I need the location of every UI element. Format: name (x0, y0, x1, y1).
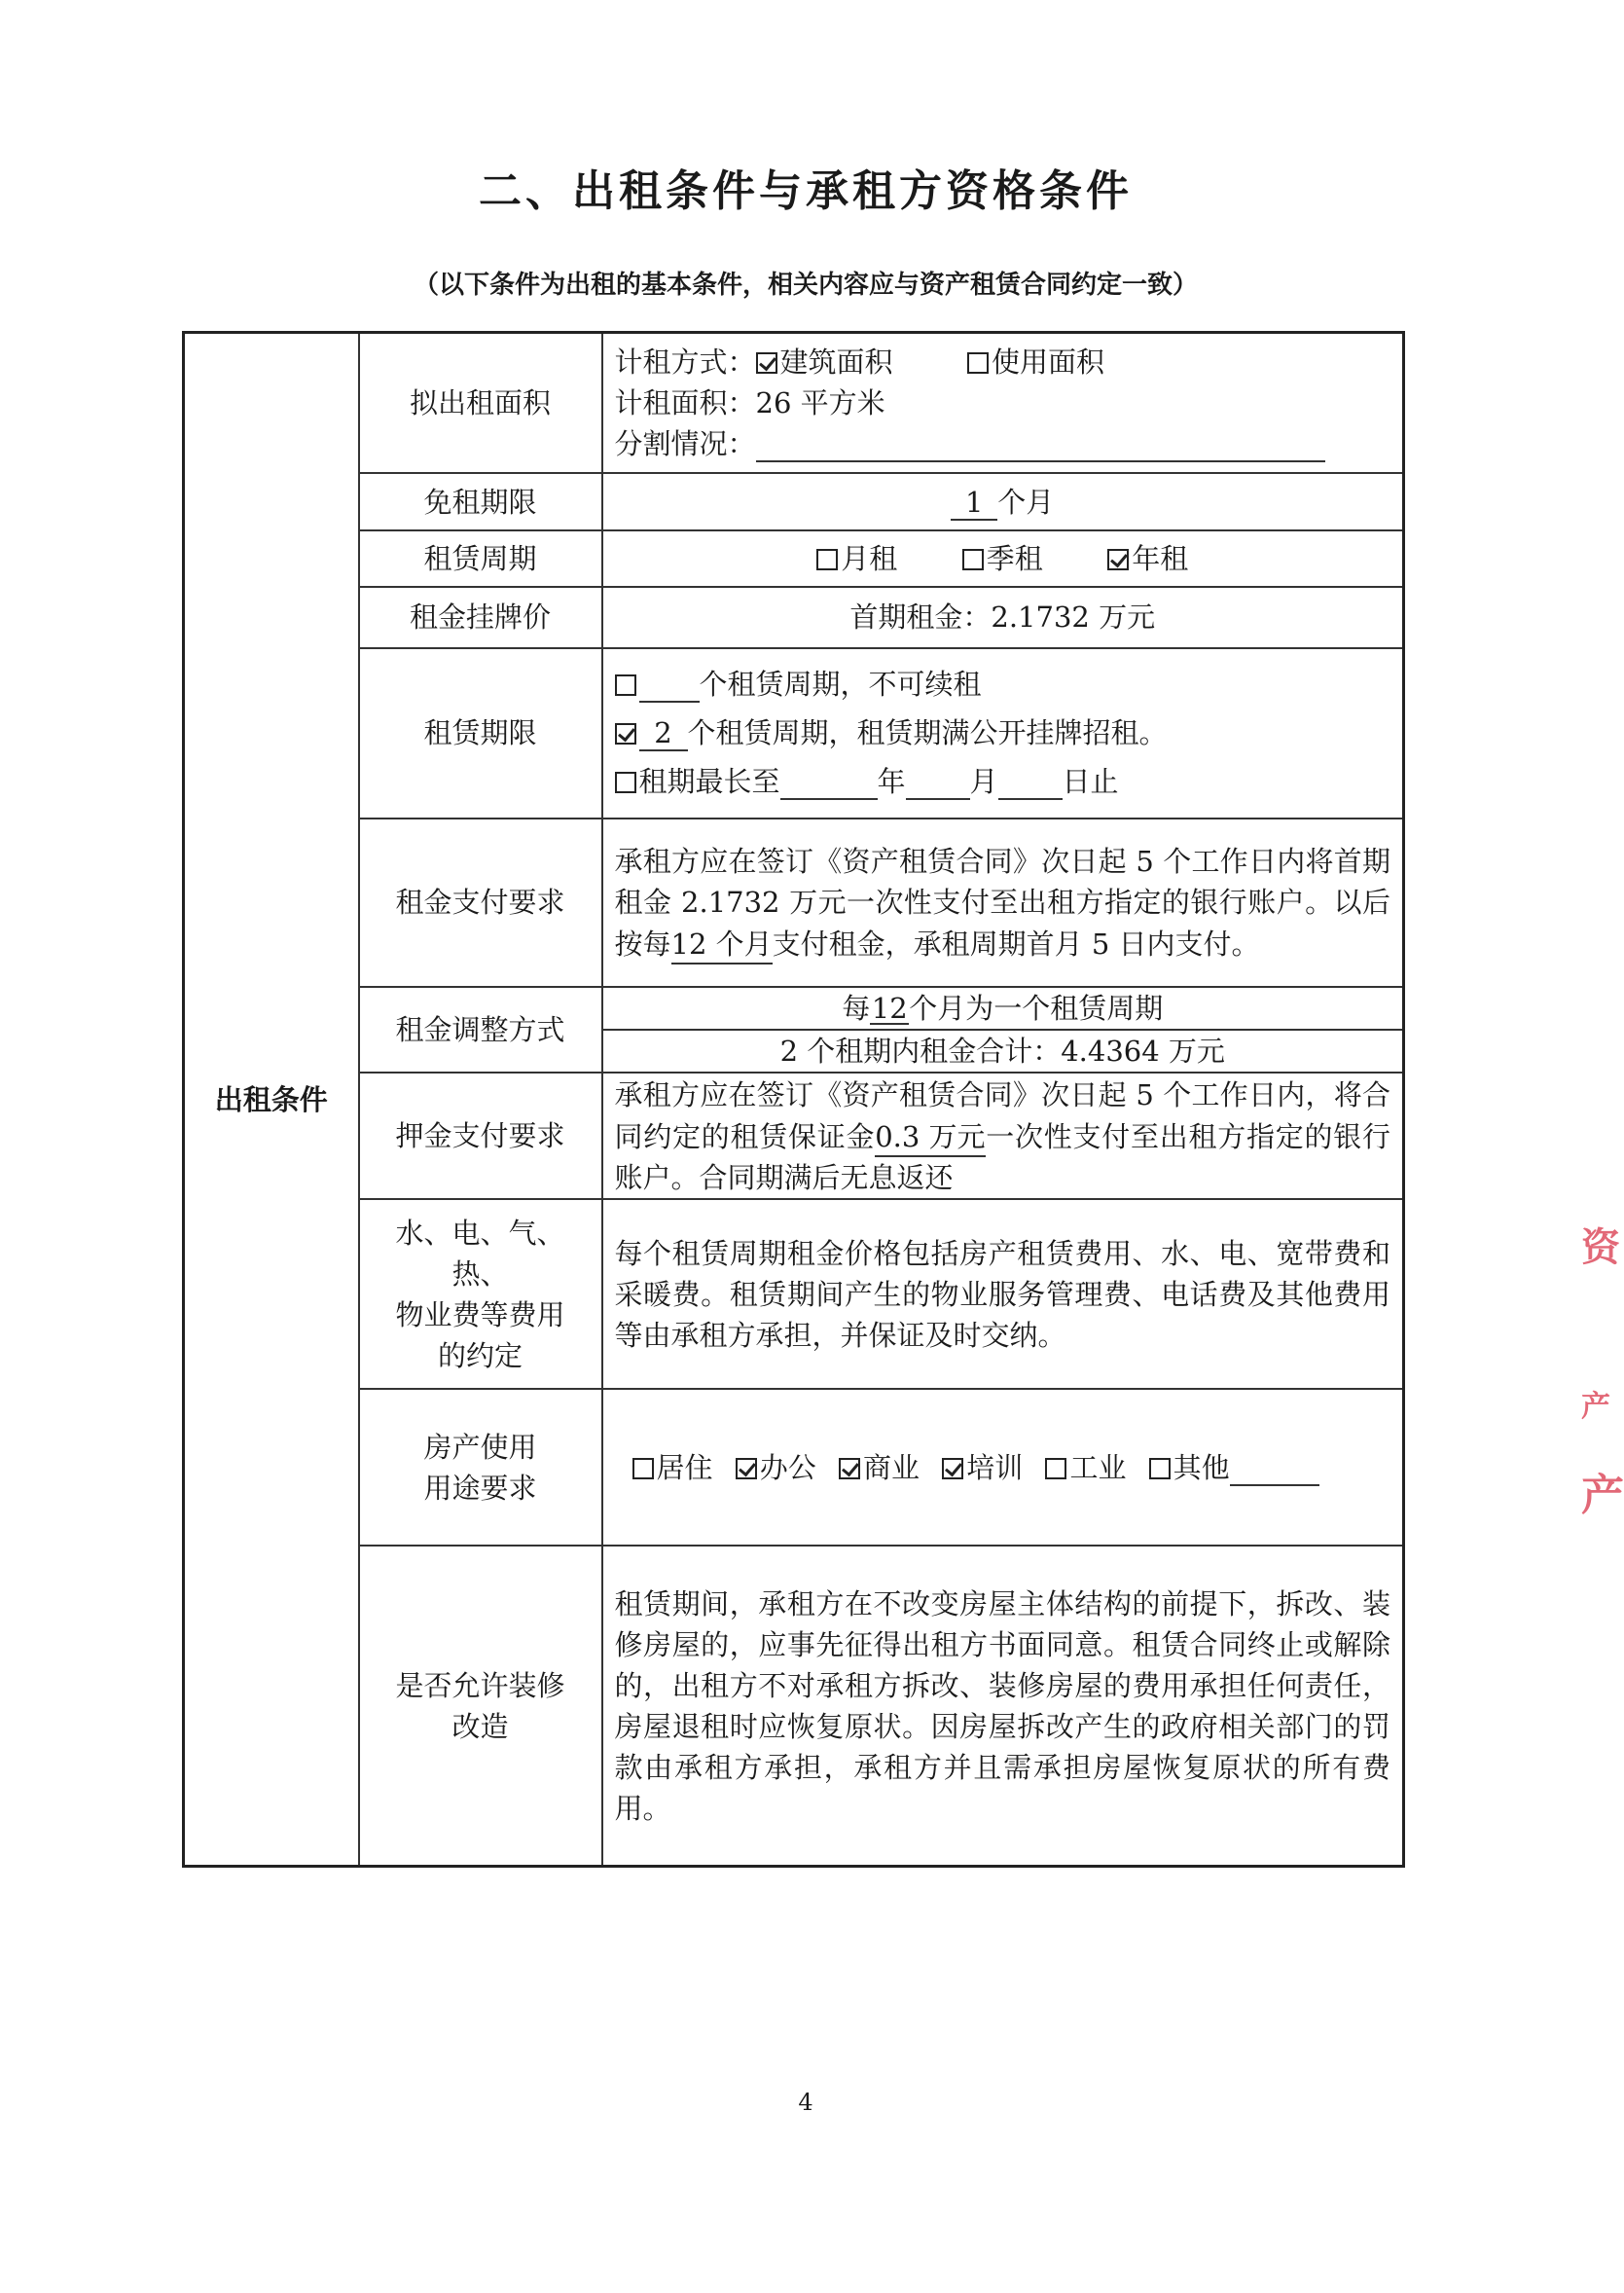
industry-text: 工业 (1069, 1450, 1127, 1484)
row-fees (184, 1199, 1404, 1389)
label-fees (359, 1199, 602, 1389)
term-year: 年 (877, 765, 906, 799)
row-renovation (184, 1546, 1404, 1866)
term-opt1-blank[interactable] (639, 668, 700, 703)
label-cycle: 租赁周期 (359, 530, 602, 587)
label-usage-l2: 用途要求 (423, 1471, 537, 1505)
label-payment: 租金支付要求 (359, 819, 602, 987)
term-month-blank[interactable] (906, 765, 970, 800)
label-renovation-l1: 是否允许装修 (395, 1668, 565, 1702)
free-unit: 个月 (997, 485, 1055, 519)
label-renovation-l2: 改造 (451, 1709, 509, 1743)
label-renovation (359, 1546, 602, 1866)
yearly-text: 年租 (1132, 541, 1189, 575)
adjust-line2: 2 个租期内租金合计：4.4364 万元 (779, 1034, 1225, 1068)
row-usage (184, 1389, 1404, 1546)
row-adjust (184, 987, 1404, 1074)
residence-text: 居住 (656, 1450, 713, 1484)
category-label: 出租条件 (184, 333, 359, 1867)
term-opt3-text: 租期最长至 (638, 765, 780, 799)
term-opt2-text: 个租赁周期，租赁期满公开挂牌招租。 (687, 716, 1168, 750)
checkbox-commercial[interactable] (839, 1458, 860, 1479)
method-label: 计租方式： (614, 346, 756, 380)
adjust-line1 (615, 988, 1391, 1029)
lease-conditions-table (182, 331, 1405, 1868)
checkbox-industry[interactable] (1045, 1458, 1066, 1479)
adjust-line1-a: 每 (842, 991, 871, 1025)
label-fees-l2: 物业费等费用 (395, 1297, 565, 1331)
row-area (184, 333, 1404, 474)
opt-building-text: 建筑面积 (779, 346, 893, 380)
office-text: 办公 (759, 1450, 816, 1484)
label-fees-l3: 的约定 (437, 1338, 523, 1372)
value-usage (602, 1389, 1404, 1546)
deposit-underlined: 0.3 万元 (875, 1115, 985, 1157)
value-area (602, 333, 1404, 474)
label-deposit: 押金支付要求 (359, 1073, 602, 1199)
quarterly-text: 季租 (986, 541, 1043, 575)
deposit-text-b: 一次性支付至出租方指定的银行账户。合同期满后无息返还 (614, 1119, 1390, 1194)
value-adjust (602, 987, 1404, 1074)
split-label: 分割情况： (614, 427, 756, 461)
opt-use-text: 使用面积 (991, 346, 1104, 380)
renovation-text: 租赁期间，承租方在不改变房屋主体结构的前提下，拆改、装修房屋的，应事先征得出租方书面同意。租赁合同终止或解除的，出租方不对承租方拆改、装修房屋的费用承担任何责任，房屋退租时应恢复原状。因房屋拆改产生的政府相关部门的罚款由承租方承担，承租方并且需承担房屋恢复原状的所有费用。 (602, 1546, 1404, 1866)
value-cycle (602, 530, 1404, 587)
monthly-text: 月租 (841, 541, 898, 575)
checkbox-term-opt2[interactable] (615, 723, 636, 745)
checkbox-yearly[interactable] (1107, 549, 1129, 570)
page-subtitle: （以下条件为出租的基本条件，相关内容应与资产租赁合同约定一致） (413, 271, 1198, 300)
price-text: 首期租金：2.1732 万元 (602, 587, 1404, 647)
training-text: 培训 (966, 1450, 1024, 1484)
checkbox-term-opt3[interactable] (615, 772, 636, 793)
row-deposit (184, 1073, 1404, 1199)
label-term: 租赁期限 (359, 648, 602, 819)
seal-stamp-fragment-2: 产 (1581, 1390, 1610, 1424)
payment-text-a: 承租方应在签订《资产租赁合同》次日起 5 个工作日内将首期租金 2.1732 万元一次性支付至出租方指定的银行账户。以后按每 (614, 844, 1390, 961)
adjust-line1-b: 个月为一个租赁周期 (909, 991, 1164, 1025)
term-year-blank[interactable] (780, 765, 878, 800)
row-term (184, 648, 1404, 819)
deposit-text-a: 承租方应在签订《资产租赁合同》次日起 5 个工作日内，将合同约定的租赁保证金 (614, 1077, 1390, 1153)
term-opt1-text: 个租赁周期，不可续租 (699, 668, 982, 702)
value-deposit (602, 1073, 1404, 1199)
term-day-blank[interactable] (998, 765, 1063, 800)
row-cycle (184, 530, 1404, 587)
checkbox-use-area[interactable] (967, 352, 989, 374)
value-payment (602, 819, 1404, 987)
other-blank[interactable] (1230, 1451, 1319, 1486)
term-month: 月 (969, 765, 998, 799)
label-area: 拟出租面积 (359, 333, 602, 474)
page-number: 4 (798, 2089, 813, 2116)
split-blank[interactable] (756, 427, 1325, 462)
page-title: 二、出租条件与承租方资格条件 (479, 166, 1133, 216)
free-months-value: 1 (951, 486, 997, 521)
row-price (184, 587, 1404, 647)
value-term (602, 648, 1404, 819)
label-usage (359, 1389, 602, 1546)
checkbox-quarterly[interactable] (962, 549, 984, 570)
seal-stamp-fragment-1: 资 (1581, 1225, 1620, 1270)
label-price: 租金挂牌价 (359, 587, 602, 647)
checkbox-training[interactable] (942, 1458, 963, 1479)
checkbox-building-area[interactable] (756, 352, 777, 374)
checkbox-term-opt1[interactable] (615, 674, 636, 696)
label-usage-l1: 房产使用 (423, 1430, 537, 1464)
adjust-line1-value: 12 (871, 991, 908, 1025)
checkbox-other[interactable] (1149, 1458, 1171, 1479)
payment-underlined: 12 个月 (671, 923, 773, 965)
term-opt2-value: 2 (639, 716, 688, 751)
term-day: 日止 (1062, 765, 1119, 799)
row-free (184, 473, 1404, 529)
seal-stamp-fragment-3: 产 (1581, 1471, 1624, 1520)
other-text: 其他 (1173, 1450, 1230, 1484)
label-adjust: 租金调整方式 (359, 987, 602, 1074)
value-free (602, 473, 1404, 529)
fees-text: 每个租赁周期租金价格包括房产租赁费用、水、电、宽带费和采暖费。租赁期间产生的物业服务管理费、电话费及其他费用等由承租方承担，并保证及时交纳。 (602, 1199, 1404, 1389)
label-fees-l1: 水、电、气、热、 (395, 1216, 565, 1291)
area-text: 计租面积：26 平方米 (614, 386, 885, 420)
payment-text-b: 支付租金，承租周期首月 5 日内支付。 (772, 927, 1260, 961)
commercial-text: 商业 (862, 1450, 920, 1484)
row-payment (184, 819, 1404, 987)
label-free: 免租期限 (359, 473, 602, 529)
checkbox-residence[interactable] (632, 1458, 654, 1479)
checkbox-office[interactable] (736, 1458, 757, 1479)
checkbox-monthly[interactable] (816, 549, 838, 570)
